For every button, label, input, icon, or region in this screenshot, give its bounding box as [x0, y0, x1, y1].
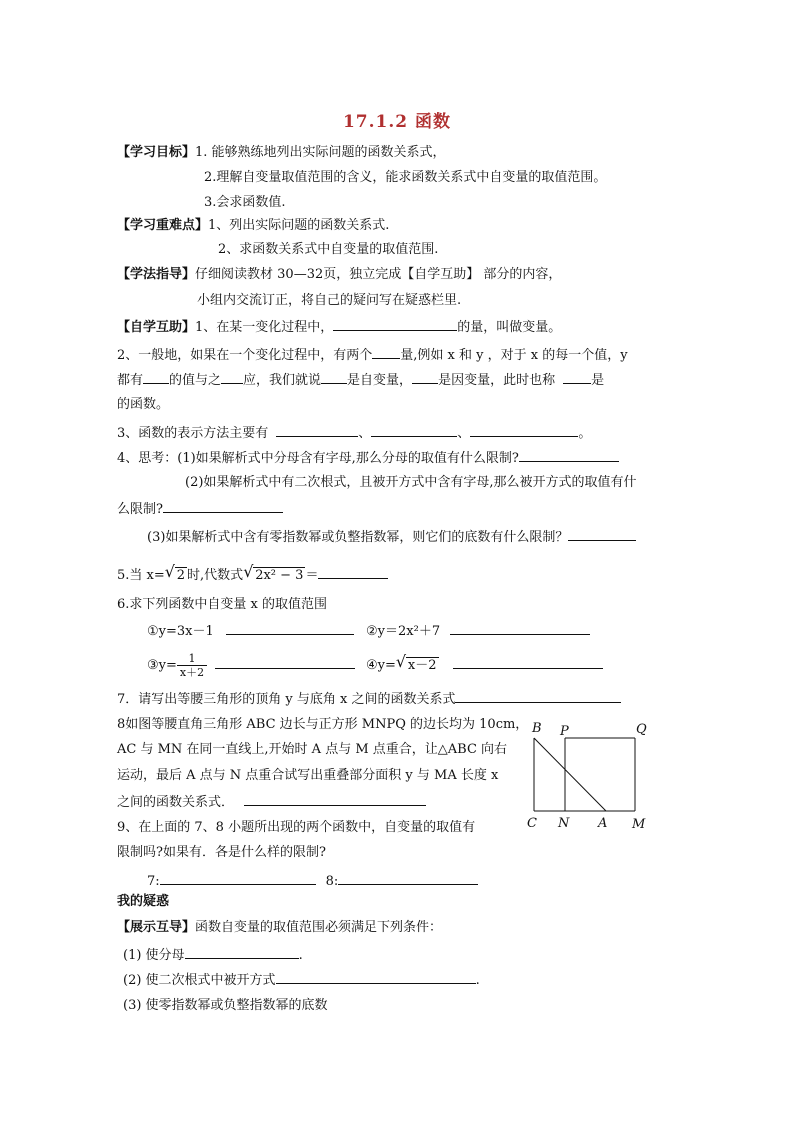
method-1: 仔细阅读教材 30—32页，独立完成【自学互助】 部分的内容， — [195, 267, 562, 282]
q5-text-a: 5.当 x= — [117, 568, 165, 583]
q9-7-label: 7: — [147, 874, 160, 889]
q4-2-line-2 — [117, 500, 283, 519]
q9-line-2: 限制吗?如果有．各是什么样的限制? — [117, 845, 326, 860]
key-2: 2、求函数关系式中自变量的取值范围. — [218, 242, 439, 257]
q2-blank-4[interactable] — [321, 371, 347, 384]
cond-3: (3) 使零指数幂或负整指数幂的底数 — [123, 998, 328, 1013]
triangle-hypotenuse — [534, 738, 606, 811]
q8-line-3: 运动，最后 A 点与 N 点重合试写出重叠部分面积 y 与 MA 长度 x — [117, 768, 499, 783]
q4-3 — [147, 528, 636, 547]
cond-1 — [123, 946, 303, 965]
q6-1-blank[interactable] — [226, 622, 354, 635]
q4-3-blank[interactable] — [568, 528, 636, 541]
q3 — [117, 424, 591, 443]
q9-7-blank[interactable] — [160, 872, 316, 885]
q4-1 — [117, 449, 619, 468]
label-A: A — [598, 816, 608, 831]
q4-2-blank[interactable] — [163, 500, 283, 513]
q1-blank[interactable] — [333, 318, 457, 331]
q6-4 — [366, 652, 603, 675]
q5-sqrt-1: √ 2 — [164, 562, 186, 583]
q6-3 — [147, 652, 355, 679]
label-P: P — [560, 724, 569, 739]
cond-2-end: . — [475, 973, 480, 988]
q6-3-numerator: 1 — [177, 652, 207, 666]
q6-2 — [366, 622, 590, 641]
label-M: M — [632, 817, 646, 832]
cond-2 — [123, 971, 480, 990]
q8-line-1: 8如图等腰直角三角形 ABC 边长与正方形 MNPQ 的边长均为 10cm， — [117, 717, 529, 732]
q2-blank-1[interactable] — [372, 346, 400, 359]
q6-3-denominator: x＋2 — [179, 666, 205, 679]
label-Q: Q — [636, 722, 647, 737]
method-2: 小组内交流订正，将自己的疑问写在疑惑栏里. — [197, 293, 462, 308]
q2-text-c: 都有 — [117, 373, 144, 388]
q2-line-2 — [117, 371, 604, 390]
page-title: 17.1.2 函数 — [342, 112, 452, 132]
q9-answers — [147, 872, 478, 891]
q3-end: 。 — [578, 426, 592, 441]
q2-line-3: 的函数。 — [117, 397, 170, 412]
cond-1-blank[interactable] — [185, 946, 299, 959]
q5-text-b: 时,代数式 — [187, 568, 244, 583]
q2-text-g: 是因变量，此时也称 — [438, 373, 556, 388]
show-intro: 函数自变量的取值范围必须满足下列条件： — [195, 920, 443, 935]
q8-line-2: AC 与 MN 在同一直线上,开始时 A 点与 M 点重合，让△ABC 向右 — [117, 742, 508, 757]
q4-3-text: (3)如果解析式中含有零指数幂或负整指数幂，则它们的底数有什么限制？ — [147, 530, 569, 545]
q9-8-blank[interactable] — [338, 872, 478, 885]
q6-1 — [147, 622, 354, 641]
self-label: 【自学互助】 — [117, 320, 196, 335]
q5-radicand-1: 2 — [176, 568, 186, 583]
q6-3-blank[interactable] — [215, 656, 355, 669]
q3-sep-2: 、 — [457, 426, 471, 441]
goal-3: 3.会求函数值. — [204, 195, 286, 210]
q3-blank-3[interactable] — [470, 424, 578, 437]
q6-4-radicand: x－2 — [407, 658, 437, 673]
goal-2: 2.理解自变量取值范围的含义，能求函数关系式中自变量的取值范围。 — [204, 170, 607, 185]
q1-text-a: 1、在某一变化过程中， — [195, 320, 334, 335]
q2-text-b: 量,例如 x 和 y ，对于 x 的每一个值，y — [400, 348, 628, 363]
q4-1-blank[interactable] — [519, 449, 619, 462]
q3-blank-2[interactable] — [371, 424, 457, 437]
q8-text: 之间的函数关系式． — [117, 795, 235, 810]
q5-text-c: ＝ — [305, 568, 319, 583]
show-label: 【展示互导】 — [117, 920, 196, 935]
doubt-heading: 我的疑惑 — [117, 894, 170, 909]
method-line-1 — [117, 266, 561, 284]
q6-4-text: ④y= — [366, 658, 396, 673]
q6: 6.求下列函数中自变量 x 的取值范围 — [117, 597, 327, 612]
q4-1-text: 4、思考：(1)如果解析式中分母含有字母,那么分母的取值有什么限制? — [117, 451, 519, 466]
label-C: C — [527, 816, 537, 831]
key-label: 【学习重难点】 — [117, 218, 209, 233]
q2-blank-2[interactable] — [143, 371, 169, 384]
q8-line-4 — [117, 793, 426, 812]
q6-3-text: ③y= — [147, 658, 177, 673]
q5 — [117, 562, 388, 585]
label-N: N — [558, 816, 570, 831]
key-line-1 — [117, 217, 389, 235]
q5-blank[interactable] — [318, 566, 388, 579]
label-B: B — [532, 721, 542, 736]
goals-label: 【学习目标】 — [117, 145, 196, 160]
q3-text: 3、函数的表示方法主要有 — [117, 426, 269, 441]
q1 — [117, 318, 561, 337]
q2-text-a: 2、一般地，如果在一个变化过程中，有两个 — [117, 348, 373, 363]
q9-line-1: 9、在上面的 7、8 小题所出现的两个函数中，自变量的取值有 — [117, 820, 476, 835]
q6-4-sqrt: √ x－2 — [395, 652, 437, 673]
cond-1-text: (1) 使分母 — [123, 948, 185, 963]
q9-8-label: 8: — [325, 874, 339, 889]
q2-line-1 — [117, 346, 628, 365]
q5-radicand-2: 2x² − 3 — [255, 568, 304, 583]
q2-blank-3[interactable] — [221, 371, 243, 384]
cond-2-text: (2) 使二次根式中被开方式 — [123, 973, 276, 988]
q2-blank-5[interactable] — [412, 371, 438, 384]
q7-text: 7．请写出等腰三角形的顶角 y 与底角 x 之间的函数关系式 — [117, 692, 456, 707]
q6-2-text: ②y＝2x²＋7 — [366, 624, 441, 639]
cond-2-blank[interactable] — [276, 971, 476, 984]
q2-text-f: 是自变量， — [347, 373, 413, 388]
q4-2-line-1: (2)如果解析式中有二次根式，且被开方式中含有字母,那么被开方式的取值有什 — [185, 475, 637, 490]
cond-1-end: . — [298, 948, 303, 963]
q6-4-blank[interactable] — [453, 656, 603, 669]
q5-sqrt-2: √ 2x² − 3 — [243, 562, 304, 583]
q6-2-blank[interactable] — [450, 622, 590, 635]
q7 — [117, 690, 621, 709]
q2-text-h: 是 — [591, 373, 605, 388]
q2-text-e: 应，我们就说 — [243, 373, 322, 388]
goal-1: 1. 能够熟练地列出实际问题的函数关系式， — [195, 145, 446, 160]
show-line — [117, 919, 442, 937]
q1-text-b: 的量，叫做变量。 — [457, 320, 562, 335]
q6-1-text: ①y=3x－1 — [147, 624, 214, 639]
q3-sep-1: 、 — [358, 426, 372, 441]
method-label: 【学法指导】 — [117, 267, 196, 282]
q8-blank[interactable] — [244, 793, 426, 806]
q7-blank[interactable] — [455, 690, 621, 703]
q6-3-fraction — [177, 652, 207, 679]
q3-blank-1[interactable] — [276, 424, 358, 437]
q2-text-d: 的值与之 — [169, 373, 222, 388]
q2-blank-6[interactable] — [563, 371, 591, 384]
key-1: 1、列出实际问题的函数关系式. — [208, 218, 390, 233]
goals-line-1 — [117, 144, 446, 162]
q4-2-text: 么限制? — [117, 502, 163, 517]
